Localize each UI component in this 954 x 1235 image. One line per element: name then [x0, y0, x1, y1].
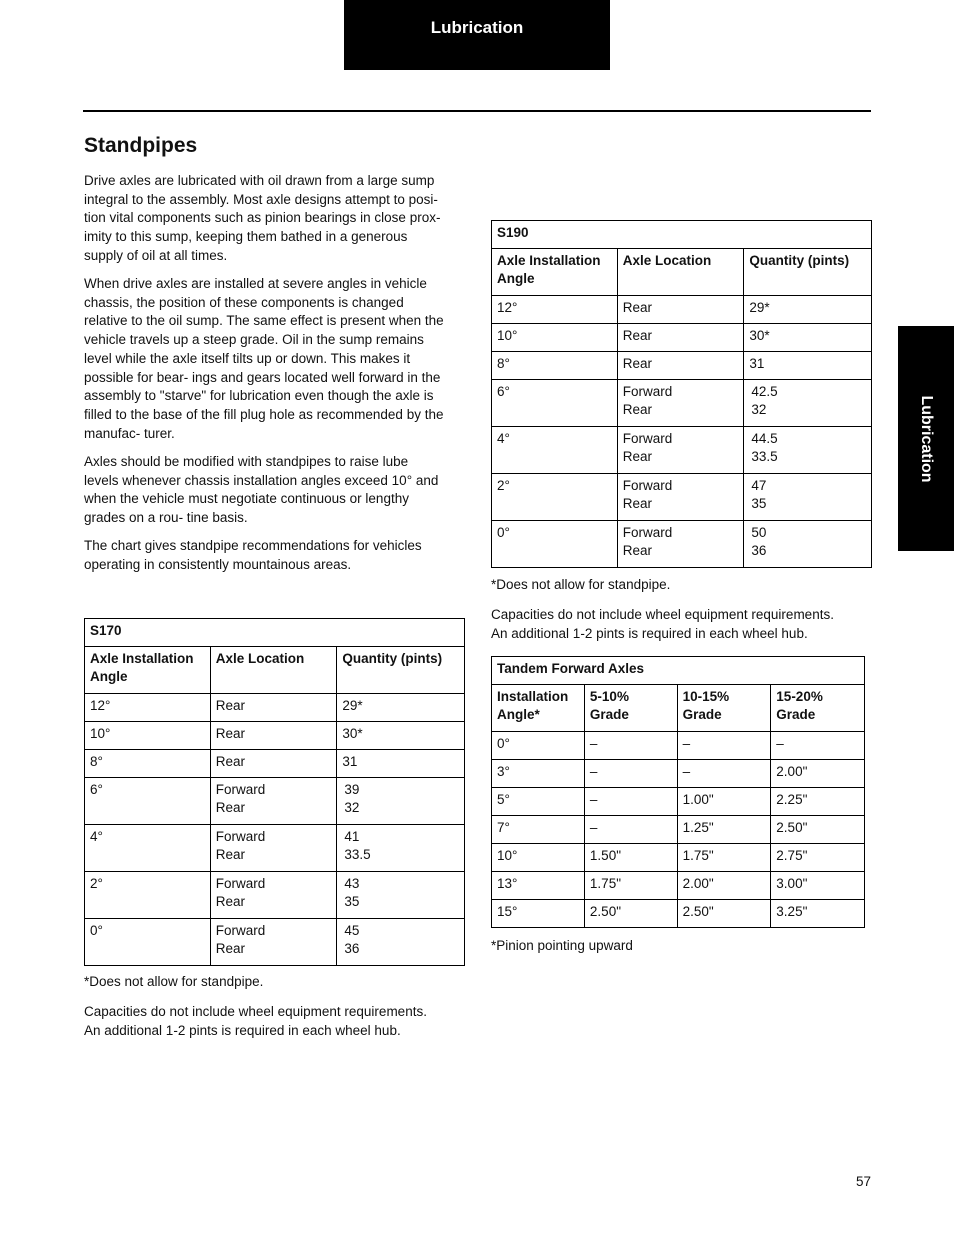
paragraph: The chart gives standpipe recommendations for vehicles operating in consistently mountainous areas. — [84, 538, 422, 572]
table-cell: 8° — [492, 351, 618, 379]
table-cell: 0° — [492, 520, 618, 567]
table-cell — [617, 520, 744, 567]
table-cell: Rear — [210, 693, 337, 721]
page-number: 57 — [856, 1174, 872, 1189]
table-row — [492, 379, 872, 426]
table-cell: 3° — [492, 759, 585, 787]
table-cell: Rear — [617, 295, 744, 323]
table-title-row — [492, 657, 865, 685]
table-row — [492, 295, 872, 323]
table-row — [492, 323, 872, 351]
cell-line: 42.5 — [751, 383, 778, 399]
table-cell: Rear — [617, 323, 744, 351]
table-cell: 0° — [85, 918, 211, 965]
s170-notes — [84, 972, 464, 1041]
table-cell: 12° — [492, 295, 618, 323]
table-cell: – — [584, 759, 677, 787]
table-title-row — [85, 619, 465, 647]
table-row — [85, 918, 465, 965]
cell-line: 43 — [344, 875, 360, 891]
table-row — [492, 787, 865, 815]
footnote: Capacities do not include wheel equipment requirements. — [84, 1003, 427, 1019]
table-cell: 2.25" — [771, 787, 865, 815]
cell-line: Rear — [215, 941, 245, 957]
table-cell: 8° — [85, 749, 211, 777]
table-cell: Rear — [210, 721, 337, 749]
cell-line: Rear — [215, 847, 245, 863]
s190-notes — [491, 575, 871, 644]
table-cell: – — [584, 787, 677, 815]
side-section-tab — [898, 326, 954, 551]
footnote: An additional 1-2 pints is required in each wheel hub. — [491, 626, 808, 641]
cell-line: Forward — [215, 781, 266, 797]
cell-line: 39 — [344, 781, 360, 797]
s190-table — [491, 220, 872, 568]
table-row — [85, 871, 465, 918]
table-row — [85, 824, 465, 871]
table-row — [492, 759, 865, 787]
cell-line: 45 — [344, 922, 360, 938]
table-cell — [744, 520, 872, 567]
table-row — [492, 426, 872, 473]
table-cell — [617, 379, 744, 426]
column-header: Quantity (pints) — [744, 248, 872, 295]
table-cell: 4° — [85, 824, 211, 871]
cell-line: 33.5 — [344, 847, 371, 863]
cell-line: Rear — [622, 496, 652, 512]
table-cell: 2.00" — [771, 759, 865, 787]
table-cell: 12° — [85, 693, 211, 721]
table-cell: 13° — [492, 871, 585, 899]
table-cell: 2.50" — [584, 899, 677, 927]
cell-line: Forward — [215, 875, 266, 891]
table-row — [492, 843, 865, 871]
column-header: Quantity (pints) — [337, 646, 465, 693]
cell-line: 35 — [751, 496, 767, 512]
table-cell: 15° — [492, 899, 585, 927]
table-row — [85, 721, 465, 749]
column-header: 5-10% Grade — [584, 684, 677, 731]
table-cell: 1.25" — [677, 815, 771, 843]
table-row — [492, 520, 872, 567]
table-header-row — [492, 684, 865, 731]
column-header: 10-15% Grade — [677, 684, 771, 731]
table-cell: 2.50" — [677, 899, 771, 927]
table-row — [85, 777, 465, 824]
table-row — [492, 899, 865, 927]
cell-line: Forward — [215, 828, 266, 844]
table-cell: 1.75" — [677, 843, 771, 871]
table-cell: 1.50" — [584, 843, 677, 871]
table-cell — [210, 871, 337, 918]
table-cell — [617, 473, 744, 520]
column-header: Axle Location — [617, 248, 744, 295]
cell-line: Forward — [622, 524, 673, 540]
table-cell: 4° — [492, 426, 618, 473]
cell-line: Rear — [622, 543, 652, 559]
table-cell: 29* — [337, 693, 465, 721]
paragraph: Axles should be modified with standpipes to raise lube levels whenever chassis installation angles exceed 10° and when the vehicle must negotiate continuous or lengthy grades on a rou- tine basis. — [84, 453, 439, 525]
column-header: 15-20% Grade — [771, 684, 865, 731]
table-cell: 30* — [337, 721, 465, 749]
table-row — [492, 731, 865, 759]
table-cell — [744, 473, 872, 520]
table-row — [492, 815, 865, 843]
table-cell: 31 — [744, 351, 872, 379]
column-header: Axle Installation Angle — [85, 646, 211, 693]
table-row — [492, 473, 872, 520]
table-cell: 7° — [492, 815, 585, 843]
cell-line: 33.5 — [751, 449, 778, 465]
table-cell: – — [584, 731, 677, 759]
table-cell: 0° — [492, 731, 585, 759]
table-cell: 1.75" — [584, 871, 677, 899]
table-cell: 10° — [85, 721, 211, 749]
table-cell: – — [584, 815, 677, 843]
cell-line: Rear — [215, 800, 245, 816]
table-row — [492, 871, 865, 899]
tandem-forward-axles-table — [491, 656, 865, 928]
cell-line: Forward — [215, 922, 266, 938]
cell-line: 44.5 — [751, 430, 778, 446]
section-header-tab: Lubrication — [344, 0, 610, 70]
table-cell: 2.50" — [771, 815, 865, 843]
table-cell: 2° — [492, 473, 618, 520]
table-row — [85, 693, 465, 721]
cell-line: Rear — [215, 894, 245, 910]
table-cell — [337, 824, 465, 871]
table-cell: 29* — [744, 295, 872, 323]
table-cell — [337, 777, 465, 824]
tandem-note: *Pinion pointing upward — [491, 938, 633, 953]
page-title: Standpipes — [84, 134, 198, 157]
table-cell: 10° — [492, 323, 618, 351]
side-tab-label: Lubrication — [918, 394, 935, 483]
table-cell: 6° — [492, 379, 618, 426]
cell-line: 32 — [751, 402, 767, 418]
s170-table — [84, 618, 465, 966]
table-row — [85, 749, 465, 777]
table-title: S170 — [85, 619, 465, 647]
table-cell: 30* — [744, 323, 872, 351]
table-cell — [744, 379, 872, 426]
table-cell: 31 — [337, 749, 465, 777]
footnote: *Does not allow for standpipe. — [84, 974, 264, 989]
table-cell: 2° — [85, 871, 211, 918]
cell-line: 47 — [751, 477, 767, 493]
table-title: S190 — [492, 221, 872, 249]
paragraph: When drive axles are installed at severe angles in vehicle chassis, the position of these components is changed relative to the oil sump. The same effect is present when the vehicle travels up a steep grade. Oil in the sump remains level while the axle itself tilts up or down. This makes it possible for bear- ings and gears located well forward in the assembly to "starve" for lubrication even though the axle is filled to the base of the fill plug hole as recommended by the manufac- turer. — [84, 276, 444, 441]
column-header: Axle Location — [210, 646, 337, 693]
table-cell — [210, 777, 337, 824]
header-rule — [83, 110, 871, 112]
table-cell: 3.25" — [771, 899, 865, 927]
table-title-row — [492, 221, 872, 249]
paragraph: Drive axles are lubricated with oil drawn from a large sump integral to the assembly. Most axle designs attempt to posi- tion vital components such as pinion bearings in close prox- imity to this sump, keeping them bathed in a generous supply of oil at all times. — [84, 173, 441, 263]
cell-line: Rear — [622, 402, 652, 418]
table-cell: – — [677, 731, 771, 759]
cell-line: 41 — [344, 828, 360, 844]
table-cell: – — [677, 759, 771, 787]
table-cell — [744, 426, 872, 473]
table-cell: Rear — [210, 749, 337, 777]
cell-line: Rear — [622, 449, 652, 465]
table-cell: 3.00" — [771, 871, 865, 899]
table-row — [492, 351, 872, 379]
cell-line: 36 — [344, 941, 360, 957]
table-cell: 2.00" — [677, 871, 771, 899]
table-header-row — [492, 248, 872, 295]
table-cell — [210, 918, 337, 965]
table-cell — [337, 871, 465, 918]
footnote: An additional 1-2 pints is required in each wheel hub. — [84, 1023, 401, 1038]
cell-line: Forward — [622, 430, 673, 446]
table-header-row — [85, 646, 465, 693]
cell-line: Forward — [622, 477, 673, 493]
table-cell — [337, 918, 465, 965]
cell-line: 35 — [344, 894, 360, 910]
column-header: Axle Installation Angle — [492, 248, 618, 295]
table-cell: 1.00" — [677, 787, 771, 815]
cell-line: 36 — [751, 543, 767, 559]
cell-line: 50 — [751, 524, 767, 540]
table-title: Tandem Forward Axles — [492, 657, 865, 685]
table-cell — [617, 426, 744, 473]
footnote: Capacities do not include wheel equipment requirements. — [491, 606, 834, 622]
table-cell: 2.75" — [771, 843, 865, 871]
table-cell: – — [771, 731, 865, 759]
table-cell: 5° — [492, 787, 585, 815]
table-cell: 10° — [492, 843, 585, 871]
column-header: Installation Angle* — [492, 684, 585, 731]
body-text — [84, 172, 446, 584]
table-cell — [210, 824, 337, 871]
footnote: *Does not allow for standpipe. — [491, 577, 671, 592]
table-cell: Rear — [617, 351, 744, 379]
cell-line: 32 — [344, 800, 360, 816]
table-cell: 6° — [85, 777, 211, 824]
cell-line: Forward — [622, 383, 673, 399]
